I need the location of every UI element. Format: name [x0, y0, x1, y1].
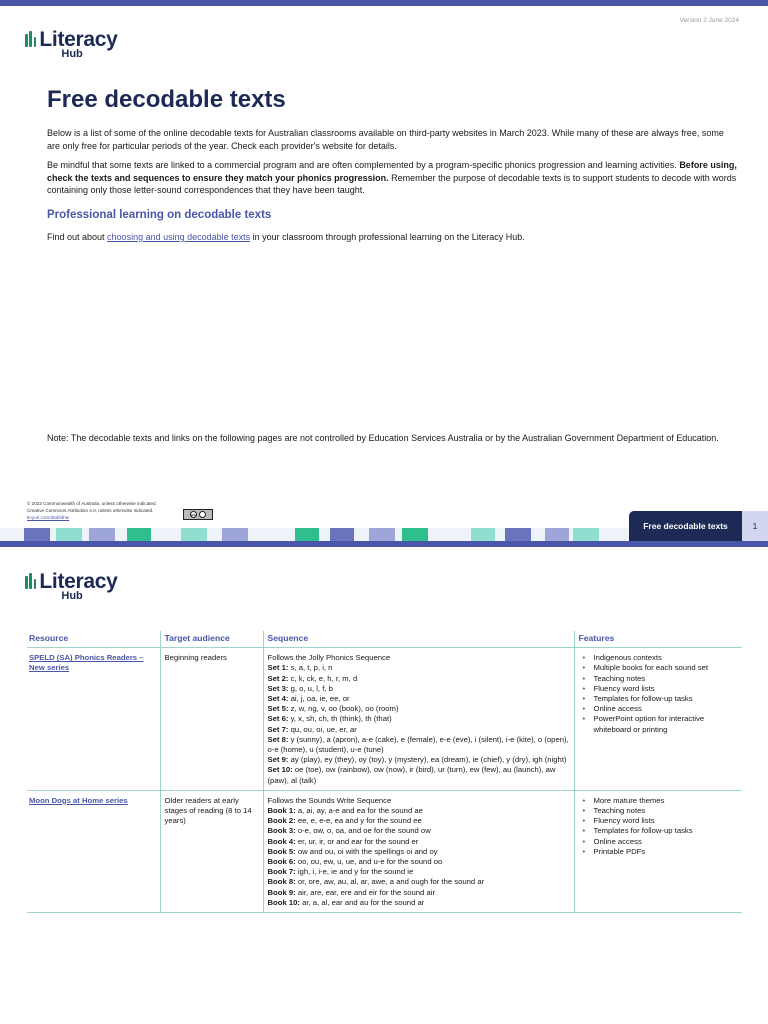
- pl-heading: Professional learning on decodable texts: [47, 209, 272, 221]
- logo-word: Literacy: [39, 28, 118, 51]
- sequence-intro: Follows the Sounds Write Sequence: [267, 795, 392, 805]
- sequence-text: g, o, u, l, f, b: [288, 683, 333, 693]
- page-title: Free decodable texts: [47, 86, 286, 113]
- sequence-label: Book 7:: [267, 867, 296, 877]
- stripe-segment: [402, 528, 428, 541]
- sequence-item: [268, 755, 571, 765]
- feature-item: • Teaching notes: [583, 806, 740, 816]
- sequence-label: Book 4:: [267, 836, 296, 846]
- sequence-label: Set 7:: [267, 724, 289, 734]
- sequence-item: [268, 877, 571, 887]
- page-number: 1: [742, 511, 768, 541]
- sequence-label: Set 10:: [267, 765, 293, 775]
- header-features: Features: [574, 631, 742, 648]
- sequence-item: [268, 837, 571, 847]
- feature-item: • Printable PDFs: [583, 847, 740, 857]
- table-header-row: [27, 631, 742, 648]
- sequence-item: [268, 714, 571, 724]
- sequence-text: oo, ou, ew, u, ue, and u-e for the sound oo: [295, 857, 443, 867]
- sequence-text: c, k, ck, e, h, r, m, d: [288, 673, 358, 683]
- sequence-item: [268, 898, 571, 908]
- cc-badge-text: cc: [191, 512, 196, 517]
- logo-sub: Hub: [61, 48, 83, 60]
- mindful-paragraph: [47, 159, 737, 197]
- license-line: Creative Commons Attribution 4.0, unless otherwise indicated.: [27, 508, 154, 513]
- sequence-text: oe (toe), ow (rainbow), ow (now), ir (bird), ur (turn), ew (few), au (launch), aw (paw), al (talk): [267, 765, 556, 785]
- sequence-label: Book 6:: [267, 857, 296, 867]
- stripe-segment: [369, 528, 395, 541]
- cc-license-icon: [183, 509, 213, 520]
- sequence-text: ay (play), ey (they), oy (toy), y (mystery), ea (dream), ie (chief), y (dry), igh (night): [288, 755, 567, 765]
- sequence-label: Book 9:: [267, 887, 296, 897]
- pl-text-post: in your classroom through professional learning on the Literacy Hub.: [250, 232, 525, 242]
- sequence-cell: [263, 648, 574, 791]
- features-cell: [574, 790, 742, 912]
- sequence-item: [268, 684, 571, 694]
- sequence-item: [268, 674, 571, 684]
- sequence-text: ar, a, al, ear and au for the sound ar: [299, 897, 425, 907]
- mindful-text-post: Remember the purpose of decodable texts is to support students to decode with words containing only those letter-sound correspondences that they have been taught.: [47, 172, 737, 196]
- sequence-text: qu, ou, oi, ue, er, ar: [288, 724, 357, 734]
- header-resource: Resource: [27, 631, 160, 648]
- feature-item: • Templates for follow-up tasks: [583, 694, 740, 704]
- resource-cell: [27, 790, 160, 912]
- decodable-texts-table: [27, 631, 742, 913]
- stripe-segment: [505, 528, 531, 541]
- stripe-segment: [181, 528, 207, 541]
- version-label: Version 2 June 2024: [679, 17, 739, 24]
- literacy-hub-logo-page2: [25, 571, 118, 602]
- sequence-text: ee, e, e-e, ea and y for the sound ee: [295, 816, 422, 826]
- sequence-text: er, ur, ir, or and ear for the sound er: [295, 836, 419, 846]
- sequence-text: or, ore, aw, au, al, ar, awe, a and ough for the sound ar: [295, 877, 485, 887]
- stripe-segment: [89, 528, 115, 541]
- sequence-label: Set 1:: [267, 663, 289, 673]
- sequence-item: [268, 857, 571, 867]
- header-sequence: Sequence: [263, 631, 574, 648]
- resource-link[interactable]: Moon Dogs at Home series: [29, 795, 128, 805]
- top-accent-bar: [0, 0, 768, 6]
- sequence-label: Set 5:: [267, 704, 289, 714]
- sequence-item: [268, 765, 571, 785]
- page-divider: [0, 541, 768, 547]
- stripe-segment: [545, 528, 569, 541]
- literacy-hub-logo: [25, 29, 118, 60]
- sequence-text: air, are, ear, ere and eir for the sound air: [295, 887, 436, 897]
- sequence-label: Set 3:: [267, 683, 289, 693]
- logo-word: Literacy: [39, 570, 118, 593]
- feature-item: • Fluency word lists: [583, 684, 740, 694]
- sequence-label: Set 9:: [267, 755, 289, 765]
- sequence-item: [268, 816, 571, 826]
- stripe-segment: [573, 528, 599, 541]
- pl-text-pre: Find out about: [47, 232, 108, 242]
- sequence-label: Book 10:: [267, 897, 300, 907]
- stripe-segment: [471, 528, 495, 541]
- sequence-text: o-e, ow, o, oa, and oe for the sound ow: [295, 826, 431, 836]
- sequence-text: y, x, sh, ch, th (think), th (that): [288, 714, 392, 724]
- sequence-item: [268, 826, 571, 836]
- features-list: [579, 653, 740, 735]
- pl-paragraph: [47, 231, 737, 244]
- sequence-text: igh, i, i-e, ie and y for the sound ie: [295, 867, 414, 877]
- logo-sub: Hub: [61, 590, 83, 602]
- sequence-item: [268, 888, 571, 898]
- sequence-item: [268, 867, 571, 877]
- sequence-text: z, w, ng, v, oo (book), oo (room): [288, 704, 399, 714]
- feature-item: • Templates for follow-up tasks: [583, 826, 740, 836]
- decodable-texts-link[interactable]: choosing and using decodable texts: [107, 232, 251, 242]
- features-cell: [574, 648, 742, 791]
- sequence-text: ai, j, oa, ie, ee, or: [288, 694, 350, 704]
- table-row: [27, 790, 742, 912]
- audience-cell: Beginning readers: [160, 648, 263, 791]
- sequence-label: Book 8:: [267, 877, 296, 887]
- stripe-segment: [330, 528, 354, 541]
- stripe-segment: [127, 528, 151, 541]
- feature-item: • Online access: [583, 837, 740, 847]
- sequence-label: Book 1:: [267, 806, 296, 816]
- sequence-intro: Follows the Jolly Phonics Sequence: [267, 653, 391, 663]
- features-list: [579, 796, 740, 857]
- sequence-label: Book 3:: [267, 826, 296, 836]
- sequence-text: s, a, t, p, i, n: [288, 663, 333, 673]
- logo-bars-icon: [25, 573, 36, 589]
- sequence-text: y (sunny), a (apron), a-e (cake), e (female), e-e (eve), i (silent), i-e (kite), o (open), o-e (home), u (student), u-e (tune): [267, 734, 569, 755]
- intro-paragraph: Below is a list of some of the online decodable texts for Australian classrooms available on third-party websites in March 2023. While many of these are always free, some are only free for particular periods of the year. Check each provider's website for details.: [47, 128, 724, 151]
- sequence-item: [268, 704, 571, 714]
- audience-cell: Older readers at early stages of reading (8 to 14 years): [160, 790, 263, 912]
- sequence-item: [268, 735, 571, 755]
- sequence-label: Book 5:: [267, 846, 296, 856]
- footer-title-tab: Free decodable texts: [629, 511, 742, 541]
- table-row: [27, 648, 742, 791]
- sequence-item: [268, 694, 571, 704]
- stripe-segment: [295, 528, 319, 541]
- stripe-segment: [222, 528, 248, 541]
- sequence-label: Set 8:: [267, 734, 289, 744]
- copyright-line: © 2023 Commonwealth of Australia, unless otherwise indicated.: [27, 501, 157, 506]
- feature-item: • Multiple books for each sound set: [583, 663, 740, 673]
- feature-item: • More mature themes: [583, 796, 740, 806]
- resource-cell: [27, 648, 160, 791]
- logo-bars-icon: [25, 31, 36, 47]
- sequence-cell: [263, 790, 574, 912]
- sequence-label: Book 2:: [267, 816, 296, 826]
- sequence-text: ow and ou, oi with the spellings oi and oy: [295, 846, 438, 856]
- sequence-label: Set 2:: [267, 673, 289, 683]
- note-paragraph: Note: The decodable texts and links on the following pages are not controlled by Education Services Australia or by the Australian Government Department of Education.: [47, 433, 719, 443]
- feature-item: • Fluency word lists: [583, 816, 740, 826]
- mindful-text-bold: Before using, check the texts and sequences to ensure they match your phonics progression.: [47, 160, 737, 183]
- sequence-label: Set 6:: [267, 714, 289, 724]
- license-link[interactable]: tinyurl.com/3tahfdhw: [27, 515, 70, 520]
- sequence-label: Set 4:: [267, 694, 289, 704]
- feature-item: • Teaching notes: [583, 674, 740, 684]
- feature-item: • PowerPoint option for interactive whiteboard or printing: [583, 714, 740, 734]
- sequence-item: [268, 806, 571, 816]
- header-audience: Target audience: [160, 631, 263, 648]
- sequence-item: [268, 847, 571, 857]
- feature-item: • Online access: [583, 704, 740, 714]
- stripe-segment: [56, 528, 82, 541]
- feature-item: • Indigenous contexts: [583, 653, 740, 663]
- mindful-text-pre: Be mindful that some texts are linked to a commercial program and are often complemented by a program-specific phonics progression and learning activities.: [47, 160, 680, 170]
- sequence-item: [268, 725, 571, 735]
- resource-link[interactable]: SPELD (SA) Phonics Readers – New series: [29, 653, 144, 673]
- sequence-text: a, ai, ay, a-e and ea for the sound ae: [295, 806, 423, 816]
- sequence-item: [268, 663, 571, 673]
- copyright-block: [27, 500, 157, 521]
- stripe-segment: [24, 528, 50, 541]
